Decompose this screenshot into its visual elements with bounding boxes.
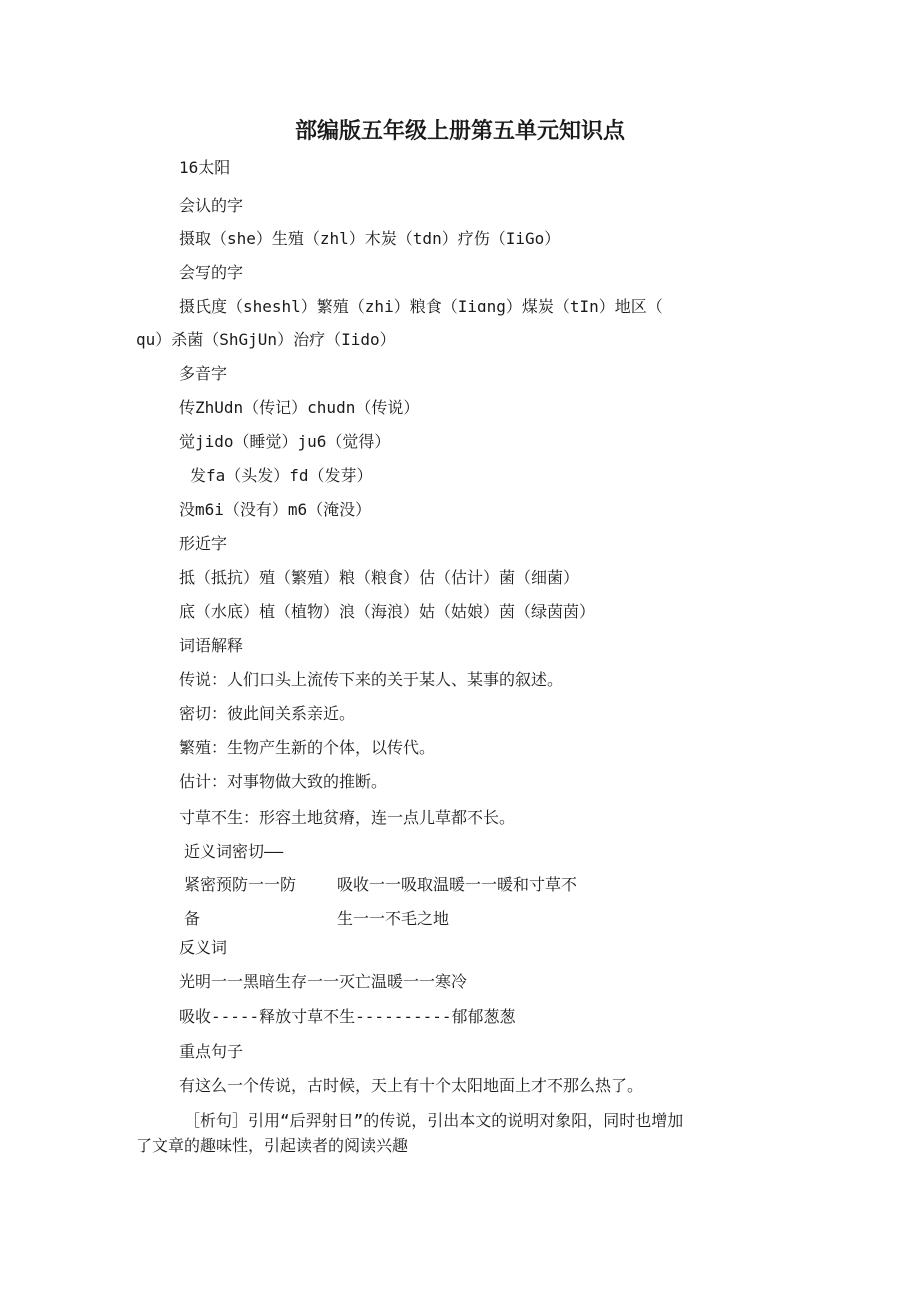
- vocab-item-1: 传说：人们口头上流传下来的关于某人、某事的叙述。: [179, 670, 564, 689]
- recognize-text: 摄取（she）生殖（zhl）木炭（tdn）疗伤（IiGo）: [179, 229, 561, 248]
- synonym-left-line-1: 紧密预防一一防: [184, 875, 297, 894]
- recognize-heading: 会认的字: [179, 196, 244, 215]
- similar-item-2: 底（水底）植（植物）浪（海浪）姑（姑娘）茵（绿茵茵）: [179, 602, 596, 621]
- polyphone-item-3: 发fa（头发）fd（发芽）: [190, 466, 373, 485]
- synonym-heading: 近义词密切——: [184, 842, 284, 861]
- write-text-line-2: qu）杀菌（ShGjUn）治疗（Iido）: [136, 330, 396, 349]
- key-sentence: 有这么一个传说，古时候，天上有十个太阳地面上才不那么热了。: [179, 1076, 644, 1095]
- synonym-right-line-1: 吸收一一吸取温暖一一暖和寸草不: [337, 875, 578, 894]
- vocab-item-4: 估计：对事物做大致的推断。: [179, 772, 388, 791]
- vocab-item-5: 寸草不生：形容土地贫瘠，连一点儿草都不长。: [179, 808, 516, 827]
- polyphone-heading: 多音字: [179, 364, 228, 383]
- write-heading: 会写的字: [179, 263, 244, 282]
- vocab-item-3: 繁殖：生物产生新的个体，以传代。: [179, 738, 436, 757]
- key-heading: 重点句子: [179, 1042, 244, 1061]
- polyphone-item-4: 没m6i（没有）m6（淹没）: [179, 500, 372, 519]
- antonym-item-1: 光明一一黑暗生存一一灭亡温暖一一寒冷: [179, 972, 468, 991]
- write-text-line-1: 摄氏度（sheshl）繁殖（zhi）粮食（Iiɑng）煤炭（tIn）地区（: [179, 297, 663, 316]
- antonym-heading: 反义词: [179, 938, 228, 957]
- polyphone-item-1: 传ZhUdn（传记）chudn（传说）: [179, 398, 420, 417]
- synonym-right-line-2: 生一一不毛之地: [337, 909, 450, 928]
- polyphone-item-2: 觉jido（睡觉）ju6（觉得）: [179, 432, 391, 451]
- analysis-line-2: 了文章的趣味性，引起读者的阅读兴趣: [136, 1136, 409, 1155]
- similar-heading: 形近字: [179, 534, 228, 553]
- vocab-item-2: 密切：彼此间关系亲近。: [179, 704, 356, 723]
- vocab-heading: 词语解释: [179, 636, 244, 655]
- analysis-line-1: ［析句］引用“后羿射日”的传说，引出本文的说明对象阳，同时也增加: [184, 1111, 684, 1130]
- lesson-title: 16太阳: [179, 158, 231, 177]
- antonym-item-2: 吸收-----释放寸草不生----------郁郁葱葱: [179, 1007, 516, 1026]
- page-title: 部编版五年级上册第五单元知识点: [294, 119, 625, 144]
- similar-item-1: 抵（抵抗）殖（繁殖）粮（粮食）估（估计）菌（细菌）: [179, 568, 580, 587]
- synonym-left-line-2: 备: [184, 909, 201, 928]
